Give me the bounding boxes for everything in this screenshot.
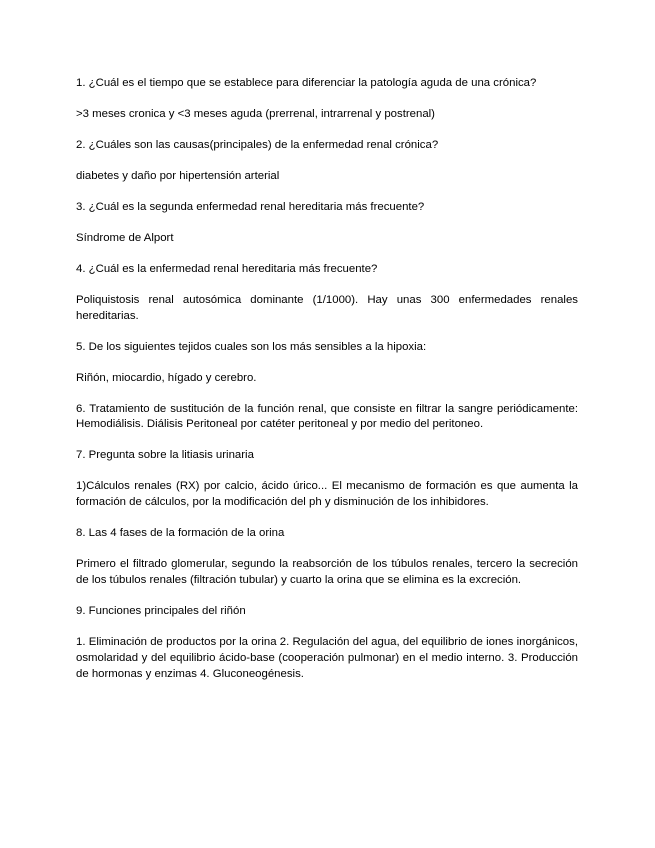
question-1: 1. ¿Cuál es el tiempo que se establece para diferenciar la patología aguda de una crónica? (76, 77, 537, 89)
question-9: 9. Funciones principales del riñón (76, 604, 246, 617)
answer-8: Primero el filtrado glomerular, segundo la reabsorción de los túbulos renales, tercero la secreción de los túbulos renales (filtración tubular) y cuarto la orina que se elimina es la excreción. (76, 558, 578, 586)
answer-4: Poliquistosis renal autosómica dominante (1/1000). Hay unas 300 enfermedades renales hereditarias. (76, 293, 578, 322)
answer-9: 1. Eliminación de productos por la orina 2. Regulación del agua, del equilibrio de iones inorgánicos, osmolaridad y del equilibrio ácido-base (cooperación pulmonar) en el medio interno. 3. Producción de hormonas y enzimas 4. Gluconeogénesis. (76, 635, 578, 680)
answer-5: Riñón, miocardio, hígado y cerebro. (76, 371, 257, 384)
answer-7: 1)Cálculos renales (RX) por calcio, ácido úrico... El mecanismo de formación es que aumenta la formación de cálculos, por la modificación del ph y disminución de los inhibidores. (76, 480, 578, 509)
question-5: 5. De los siguientes tejidos cuales son los más sensibles a la hipoxia: (76, 340, 427, 353)
answer-1: >3 meses cronica y <3 meses aguda (prerrenal, intrarrenal y postrenal) (76, 107, 435, 120)
question-8: 8. Las 4 fases de la formación de la orina (76, 527, 285, 540)
answer-3: Síndrome de Alport (76, 231, 174, 244)
document-page (76, 76, 578, 698)
question-3: 3. ¿Cuál es la segunda enfermedad renal hereditaria más frecuente? (76, 200, 425, 213)
question-2: 2. ¿Cuáles son las causas(principales) de la enfermedad renal crónica? (76, 138, 439, 151)
question-7: 7. Pregunta sobre la litiasis urinaria (76, 449, 254, 462)
question-6: 6. Tratamiento de sustitución de la función renal, que consiste en filtrar la sangre periódicamente: Hemodiálisis. Diálisis Peritoneal por catéter peritoneal y por medio del peritoneo. (76, 402, 578, 431)
answer-2: diabetes y daño por hipertensión arterial (76, 169, 280, 182)
question-4: 4. ¿Cuál es la enfermedad renal hereditaria más frecuente? (76, 262, 378, 275)
